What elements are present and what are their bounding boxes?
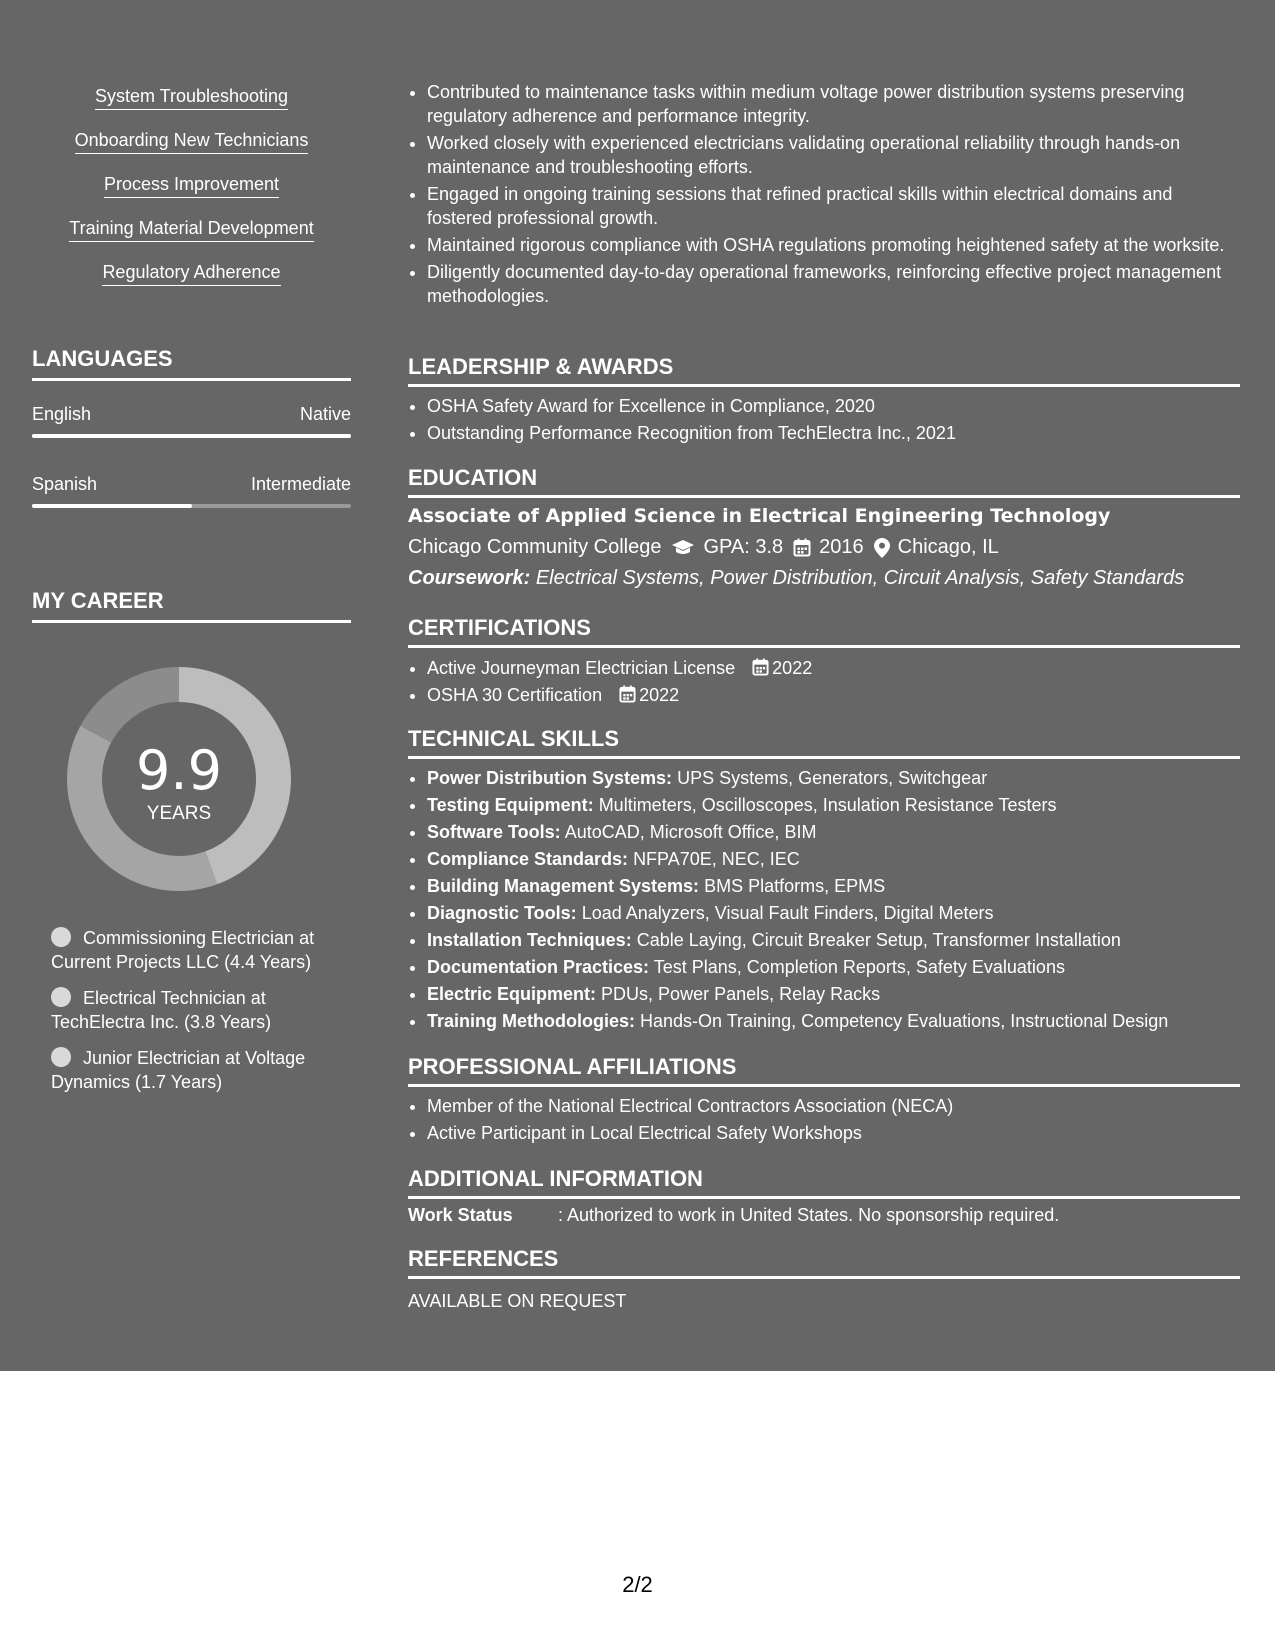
language-level: Intermediate xyxy=(250,474,351,494)
school-name: Chicago Community College xyxy=(408,536,662,558)
skill-tags xyxy=(32,86,351,306)
affiliation-item: • Active Participant in Local Electrical Safety Workshops xyxy=(427,1121,1240,1145)
skill-values: UPS Systems, Generators, Switchgear xyxy=(677,768,988,788)
calendar-icon xyxy=(793,538,811,557)
award-item: • OSHA Safety Award for Excellence in Compliance, 2020 xyxy=(427,394,1240,418)
experience-bullet: • Maintained rigorous compliance with OSHA regulations promoting heightened safety at the worksite. xyxy=(427,233,1240,257)
language-name: Spanish xyxy=(32,474,98,494)
skill-values: AutoCAD, Microsoft Office, BIM xyxy=(564,822,817,842)
skill-tag: Regulatory Adherence xyxy=(102,262,280,286)
experience-bullet: • Diligently documented day-to-day operational frameworks, reinforcing effective project management methodologies. xyxy=(427,260,1240,308)
skill-category: Power Distribution Systems: xyxy=(427,768,673,788)
technical-skill-item xyxy=(427,819,1240,846)
skill-category: Diagnostic Tools: xyxy=(427,903,577,923)
award-item: • Outstanding Performance Recognition from TechElectra Inc., 2021 xyxy=(427,421,1240,445)
education-heading: EDUCATION xyxy=(408,465,1240,498)
language-proficiency-bar xyxy=(32,504,351,508)
skill-category: Documentation Practices: xyxy=(427,957,650,977)
affiliation-item: • Member of the National Electrical Contractors Association (NECA) xyxy=(427,1094,1240,1118)
graduation-year: 2016 xyxy=(819,536,864,558)
technical-skill-item xyxy=(427,792,1240,819)
certifications-heading: CERTIFICATIONS xyxy=(408,615,1240,648)
legend-dot-icon xyxy=(51,927,71,947)
language-name: English xyxy=(32,404,92,424)
technical-skill-item xyxy=(427,846,1240,873)
certification-name: Active Journeyman Electrician License xyxy=(427,658,736,678)
degree-title: Associate of Applied Science in Electrical Engineering Technology xyxy=(408,505,1111,527)
skill-category: Training Methodologies: xyxy=(427,1011,635,1031)
skill-category: Compliance Standards: xyxy=(427,849,629,869)
technical-skill-item xyxy=(427,765,1240,792)
career-legend-item xyxy=(51,986,341,1034)
experience-bullet: • Worked closely with experienced electricians validating operational reliability through hands-on maintenance and troubleshooting efforts. xyxy=(427,131,1240,179)
school-location: Chicago, IL xyxy=(897,536,999,558)
calendar-icon xyxy=(619,685,636,703)
career-legend-item xyxy=(51,926,341,974)
skill-category: Building Management Systems: xyxy=(427,876,700,896)
skill-tag: System Troubleshooting xyxy=(95,86,288,110)
leadership-list xyxy=(427,394,1240,448)
technical-skill-item xyxy=(427,927,1240,954)
language-row xyxy=(32,474,351,495)
technical-skill-item xyxy=(427,981,1240,1008)
skill-category: Installation Techniques: xyxy=(427,930,632,950)
work-status-value: : Authorized to work in United States. No sponsorship required. xyxy=(558,1205,1060,1225)
certification-year: 2022 xyxy=(772,658,813,678)
skill-values: Test Plans, Completion Reports, Safety Evaluations xyxy=(653,957,1065,977)
language-row xyxy=(32,404,351,425)
skill-values: BMS Platforms, EPMS xyxy=(704,876,886,896)
language-level: Native xyxy=(299,404,351,424)
calendar-icon xyxy=(752,658,769,676)
skill-category: Software Tools: xyxy=(427,822,561,842)
experience-bullets xyxy=(427,80,1240,311)
skill-category: Electric Equipment: xyxy=(427,984,597,1004)
technical-skills-heading: TECHNICAL SKILLS xyxy=(408,726,1240,759)
work-status-row xyxy=(408,1205,1059,1226)
coursework-list: Electrical Systems, Power Distribution, Circuit Analysis, Safety Standards xyxy=(535,567,1185,589)
leadership-heading: LEADERSHIP & AWARDS xyxy=(408,354,1240,387)
technical-skill-item xyxy=(427,900,1240,927)
coursework xyxy=(408,567,1184,590)
career-legend-item xyxy=(51,1046,341,1094)
technical-skill-item xyxy=(427,954,1240,981)
certification-item xyxy=(427,656,1240,680)
gpa: GPA: 3.8 xyxy=(703,536,784,558)
skill-values: Load Analyzers, Visual Fault Finders, Digital Meters xyxy=(581,903,994,923)
technical-skill-item xyxy=(427,1008,1240,1035)
graduation-cap-icon xyxy=(671,539,695,557)
certifications-list xyxy=(427,656,1240,710)
references-heading: REFERENCES xyxy=(408,1246,1240,1279)
career-legend-label: Junior Electrician at Voltage Dynamics (1.7 Years) xyxy=(51,1048,306,1092)
certification-name: OSHA 30 Certification xyxy=(427,685,603,705)
languages-heading: LANGUAGES xyxy=(32,346,351,381)
legend-dot-icon xyxy=(51,987,71,1007)
work-status-label: Work Status xyxy=(408,1205,513,1225)
skill-values: NFPA70E, NEC, IEC xyxy=(633,849,800,869)
education-meta xyxy=(408,536,999,559)
skill-values: Hands-On Training, Competency Evaluations, Instructional Design xyxy=(640,1011,1169,1031)
language-proficiency-fill xyxy=(32,434,351,438)
experience-bullet: • Engaged in ongoing training sessions that refined practical skills within electrical domains and fostered professional growth. xyxy=(427,182,1240,230)
technical-skills-list xyxy=(427,765,1240,1035)
location-pin-icon xyxy=(874,538,890,558)
additional-info-heading: ADDITIONAL INFORMATION xyxy=(408,1166,1240,1199)
language-proficiency-bar xyxy=(32,434,351,438)
skill-tag: Onboarding New Technicians xyxy=(75,130,309,154)
career-legend xyxy=(51,926,341,1106)
career-legend-label: Electrical Technician at TechElectra Inc. (3.8 Years) xyxy=(51,988,272,1032)
references-text: AVAILABLE ON REQUEST xyxy=(408,1291,627,1311)
career-total-unit: YEARS xyxy=(146,803,212,824)
language-proficiency-fill xyxy=(32,504,192,508)
skill-tag: Process Improvement xyxy=(104,174,279,198)
career-heading: MY CAREER xyxy=(32,588,351,623)
skill-category: Testing Equipment: xyxy=(427,795,594,815)
affiliations-heading: PROFESSIONAL AFFILIATIONS xyxy=(408,1054,1240,1087)
career-donut-chart xyxy=(66,666,292,892)
certification-date xyxy=(752,658,812,678)
skill-values: PDUs, Power Panels, Relay Racks xyxy=(601,984,881,1004)
skill-values: Multimeters, Oscilloscopes, Insulation Resistance Testers xyxy=(598,795,1057,815)
legend-dot-icon xyxy=(51,1047,71,1067)
career-total-value: 9.9 xyxy=(136,739,222,802)
affiliations-list xyxy=(427,1094,1240,1148)
certification-year: 2022 xyxy=(639,685,680,705)
coursework-label: Coursework: xyxy=(408,567,531,589)
technical-skill-item xyxy=(427,873,1240,900)
page-number: 2/2 xyxy=(622,1572,653,1597)
certification-item xyxy=(427,683,1240,707)
skill-tag: Training Material Development xyxy=(69,218,313,242)
career-legend-label: Commissioning Electrician at Current Projects LLC (4.4 Years) xyxy=(51,928,315,972)
certification-date xyxy=(619,685,679,705)
skill-values: Cable Laying, Circuit Breaker Setup, Transformer Installation xyxy=(636,930,1121,950)
experience-bullet: • Contributed to maintenance tasks within medium voltage power distribution systems preserving regulatory adherence and performance integrity. xyxy=(427,80,1240,128)
